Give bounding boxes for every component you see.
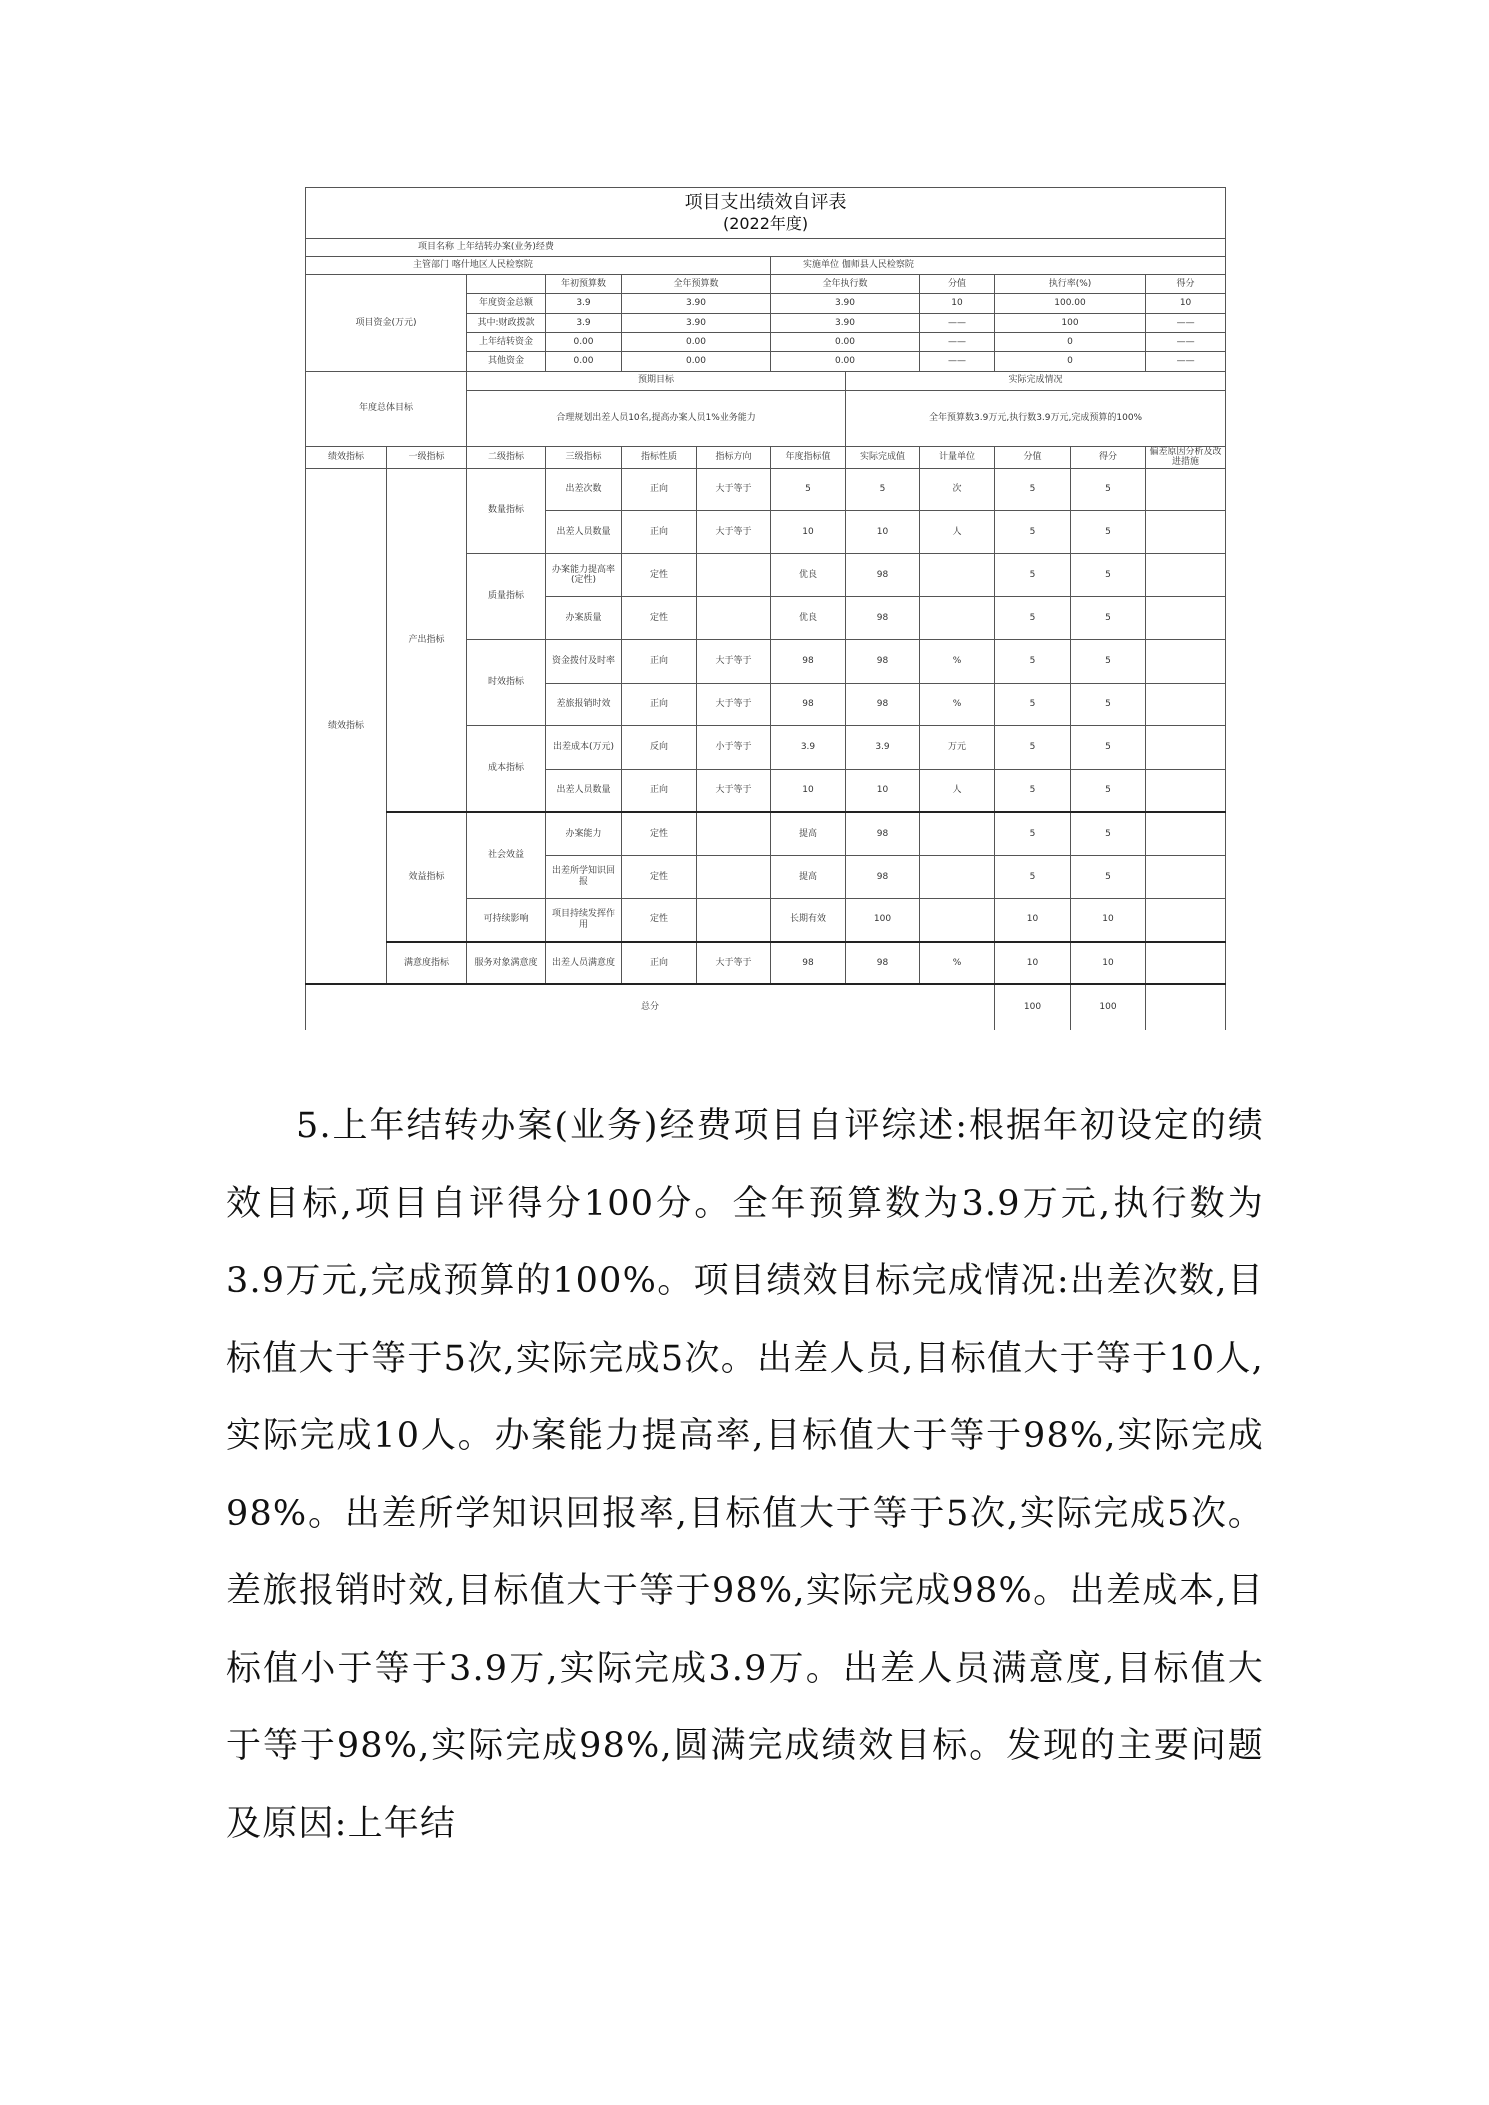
impl-label: 实施单位: [803, 260, 840, 271]
indicator-cell: [920, 553, 995, 597]
indicator-cell: 5: [995, 812, 1071, 856]
indicator-name: 出差所学知识回报: [546, 855, 622, 898]
quantity-indicator-cell: 数量指标: [467, 468, 546, 553]
project-name-value: 上年结转办案(业务)经费: [456, 242, 554, 253]
funds-empty-header: [467, 275, 546, 294]
indicator-name: 出差成本(万元): [546, 726, 622, 770]
indicator-cell: 5: [1071, 553, 1146, 597]
annual-goal-label: 年度总体目标: [306, 371, 467, 446]
indicator-cell: 5: [1071, 511, 1146, 554]
indicator-cell: 3.9: [846, 726, 920, 770]
funds-cell: 10: [1146, 294, 1226, 313]
cost-indicator-cell: 成本指标: [467, 726, 546, 812]
funds-cell: ——: [920, 333, 995, 352]
indicator-name: 办案能力提高率(定性): [546, 553, 622, 597]
indicator-cell: 正向: [622, 511, 697, 554]
dept-value: 喀什地区人民检察院: [451, 260, 533, 271]
table-subtitle: (2022年度): [722, 214, 809, 234]
expected-goal-text: 合理规划出差人员10名,提高办案人员1%业务能力: [467, 390, 846, 446]
indicator-header: 指标性质: [622, 446, 697, 468]
indicator-cell: 提高: [771, 855, 846, 898]
funds-cell: 0: [995, 333, 1146, 352]
indicator-cell: 98: [846, 597, 920, 640]
indicator-cell: 优良: [771, 553, 846, 597]
indicator-name: 资金拨付及时率: [546, 639, 622, 683]
indicator-cell: 98: [846, 855, 920, 898]
indicator-name: 出差人员满意度: [546, 942, 622, 985]
indicator-cell: %: [920, 639, 995, 683]
total-score: 100: [995, 984, 1071, 1030]
indicator-cell: [697, 553, 771, 597]
indicator-cell: [697, 812, 771, 856]
indicator-cell: 5: [995, 726, 1071, 770]
indicator-cell: 5: [1071, 726, 1146, 770]
funds-cell: 3.90: [622, 294, 771, 313]
indicator-cell: 5: [995, 597, 1071, 640]
indicator-cell: 人: [920, 769, 995, 812]
indicator-header: 三级指标: [546, 446, 622, 468]
indicator-cell: 98: [771, 683, 846, 726]
funds-header: 年初预算数: [546, 275, 622, 294]
funds-cell: 3.90: [771, 294, 920, 313]
funds-cell: 0.00: [622, 352, 771, 371]
indicator-header: 一级指标: [387, 446, 467, 468]
funds-row-label: 年度资金总额: [467, 294, 546, 313]
funds-cell: 3.90: [771, 313, 920, 332]
funds-cell: 3.9: [546, 313, 622, 332]
indicator-cell: 提高: [771, 812, 846, 856]
actual-result-text: 全年预算数3.9万元,执行数3.9万元,完成预算的100%: [846, 390, 1226, 446]
funds-cell: 0.00: [546, 352, 622, 371]
funds-row-label: 上年结转资金: [467, 333, 546, 352]
quality-indicator-cell: 质量指标: [467, 553, 546, 639]
indicator-name: 出差人员数量: [546, 769, 622, 812]
indicator-cell: 次: [920, 468, 995, 511]
indicator-cell: 定性: [622, 898, 697, 942]
indicator-cell: [1146, 855, 1226, 898]
indicator-cell: 98: [771, 942, 846, 985]
summary-paragraph: 5.上年结转办案(业务)经费项目自评综述:根据年初设定的绩效目标,项目自评得分100分。全年预算数为3.9万元,执行数为3.9万元,完成预算的100%。项目绩效目标完成情况:出差次数,目标值大于等于5次,实际完成5次。出差人员,目标值大于等于10人,实际完成10人。办案能力提高率,目标值大于等于98%,实际完成98%。出差所学知识回报率,目标值大于等于5次,实际完成5次。差旅报销时效,目标值大于等于98%,实际完成98%。出差成本,目标值小于等于3.9万,实际完成3.9万。出差人员满意度,目标值大于等于98%,实际完成98%,圆满完成绩效目标。发现的主要问题及原因:上年结: [226, 1106, 1264, 1844]
funds-cell: 0: [995, 352, 1146, 371]
indicator-cell: [920, 898, 995, 942]
indicator-cell: 5: [995, 468, 1071, 511]
indicator-cell: %: [920, 942, 995, 985]
indicator-header: 得分: [1071, 446, 1146, 468]
funds-header: 执行率(%): [995, 275, 1146, 294]
indicator-cell: 5: [1071, 639, 1146, 683]
funds-cell: 3.90: [622, 313, 771, 332]
indicator-name: 办案质量: [546, 597, 622, 640]
indicator-cell: 小于等于: [697, 726, 771, 770]
indicator-header: 绩效指标: [306, 446, 387, 468]
indicator-header: 偏差原因分析及改进措施: [1146, 446, 1226, 468]
indicator-cell: [920, 597, 995, 640]
indicator-cell: 5: [771, 468, 846, 511]
indicator-cell: 大于等于: [697, 769, 771, 812]
indicator-cell: 10: [995, 942, 1071, 985]
funds-cell: ——: [1146, 352, 1226, 371]
indicator-cell: 正向: [622, 468, 697, 511]
indicator-cell: 5: [1071, 769, 1146, 812]
dept-label: 主管部门: [413, 260, 450, 271]
indicator-cell: 10: [771, 511, 846, 554]
indicator-cell: 5: [995, 855, 1071, 898]
indicator-cell: 大于等于: [697, 683, 771, 726]
table-title: 项目支出绩效自评表: [684, 191, 847, 213]
impl-cell: [771, 256, 1226, 274]
funds-row-label: 其中:财政拨款: [467, 313, 546, 332]
indicator-cell: [1146, 769, 1226, 812]
time-indicator-cell: 时效指标: [467, 639, 546, 725]
indicator-name: 差旅报销时效: [546, 683, 622, 726]
project-name-label: 项目名称: [418, 242, 455, 253]
indicator-cell: 98: [846, 942, 920, 985]
indicator-name: 出差人员数量: [546, 511, 622, 554]
indicator-cell: 正向: [622, 942, 697, 985]
social-benefit-cell: 社会效益: [467, 812, 546, 898]
indicator-cell: 10: [846, 511, 920, 554]
effect-indicator-cell: 效益指标: [387, 812, 467, 942]
indicator-cell: [1146, 898, 1226, 942]
indicator-cell: 定性: [622, 553, 697, 597]
indicator-cell: 98: [846, 553, 920, 597]
indicator-cell: 98: [846, 683, 920, 726]
indicator-cell: 5: [995, 639, 1071, 683]
indicator-cell: [1146, 639, 1226, 683]
indicator-cell: 98: [846, 639, 920, 683]
indicator-cell: 10: [995, 898, 1071, 942]
indicator-header: 指标方向: [697, 446, 771, 468]
indicator-cell: 10: [1071, 942, 1146, 985]
indicator-cell: 98: [771, 639, 846, 683]
total-note: [1146, 984, 1226, 1030]
indicator-header: 年度指标值: [771, 446, 846, 468]
indicator-cell: [1146, 553, 1226, 597]
indicator-cell: 定性: [622, 855, 697, 898]
sustainability-cell: 可持续影响: [467, 898, 546, 942]
funds-header: 全年预算数: [622, 275, 771, 294]
expected-goal-header: 预期目标: [467, 371, 846, 390]
indicator-header: 计量单位: [920, 446, 995, 468]
indicator-cell: 5: [1071, 683, 1146, 726]
indicator-header: 实际完成值: [846, 446, 920, 468]
impl-value: 伽师县人民检察院: [841, 260, 914, 271]
project-name-row: [306, 238, 1226, 256]
total-label: 总分: [306, 984, 995, 1030]
indicator-cell: 人: [920, 511, 995, 554]
indicator-cell: 定性: [622, 597, 697, 640]
indicator-cell: 大于等于: [697, 468, 771, 511]
actual-result-header: 实际完成情况: [846, 371, 1226, 390]
funds-header: 全年执行数: [771, 275, 920, 294]
dept-cell: [306, 256, 771, 274]
indicator-cell: 3.9: [771, 726, 846, 770]
indicator-name: 办案能力: [546, 812, 622, 856]
indicator-cell: 正向: [622, 639, 697, 683]
indicator-cell: 万元: [920, 726, 995, 770]
funds-row-label: 其他资金: [467, 352, 546, 371]
performance-self-evaluation-table: [305, 187, 1226, 1030]
indicator-cell: [1146, 942, 1226, 985]
table-title-cell: [306, 188, 1226, 239]
indicator-cell: 98: [846, 812, 920, 856]
output-indicator-cell: 产出指标: [387, 468, 467, 812]
funds-cell: 3.9: [546, 294, 622, 313]
total-points: 100: [1071, 984, 1146, 1030]
satisfaction-indicator-cell: 满意度指标: [387, 942, 467, 985]
indicator-name: 出差次数: [546, 468, 622, 511]
indicator-cell: 正向: [622, 769, 697, 812]
indicator-cell: 5: [1071, 855, 1146, 898]
indicator-cell: 优良: [771, 597, 846, 640]
indicator-cell: 5: [995, 553, 1071, 597]
indicator-name: 项目持续发挥作用: [546, 898, 622, 942]
service-satisfaction-cell: 服务对象满意度: [467, 942, 546, 985]
indicator-cell: 反向: [622, 726, 697, 770]
funds-label: 项目资金(万元): [306, 275, 467, 371]
indicator-cell: 100: [846, 898, 920, 942]
indicator-cell: 5: [1071, 812, 1146, 856]
funds-cell: 100: [995, 313, 1146, 332]
funds-cell: 0.00: [771, 352, 920, 371]
indicator-cell: [1146, 726, 1226, 770]
indicator-cell: 正向: [622, 683, 697, 726]
funds-cell: ——: [920, 352, 995, 371]
indicator-cell: 大于等于: [697, 511, 771, 554]
funds-cell: ——: [1146, 333, 1226, 352]
indicator-header: 二级指标: [467, 446, 546, 468]
funds-cell: 100.00: [995, 294, 1146, 313]
indicator-cell: 5: [995, 769, 1071, 812]
funds-header: 分值: [920, 275, 995, 294]
indicator-cell: 5: [995, 511, 1071, 554]
indicator-cell: 长期有效: [771, 898, 846, 942]
indicator-cell: [1146, 683, 1226, 726]
indicator-cell: [920, 855, 995, 898]
indicator-cell: [697, 898, 771, 942]
indicator-cell: 10: [846, 769, 920, 812]
indicator-header: 分值: [995, 446, 1071, 468]
perf-indicator-cell: 绩效指标: [306, 468, 387, 984]
indicator-cell: 定性: [622, 812, 697, 856]
indicator-cell: 5: [846, 468, 920, 511]
indicator-cell: [697, 597, 771, 640]
indicator-cell: [1146, 812, 1226, 856]
indicator-cell: 10: [1071, 898, 1146, 942]
funds-cell: ——: [1146, 313, 1226, 332]
indicator-cell: 5: [1071, 468, 1146, 511]
indicator-cell: 大于等于: [697, 639, 771, 683]
indicator-cell: 5: [995, 683, 1071, 726]
funds-header: 得分: [1146, 275, 1226, 294]
funds-cell: ——: [920, 313, 995, 332]
indicator-cell: 10: [771, 769, 846, 812]
funds-cell: 0.00: [622, 333, 771, 352]
indicator-cell: [1146, 468, 1226, 511]
indicator-cell: %: [920, 683, 995, 726]
funds-cell: 0.00: [546, 333, 622, 352]
indicator-cell: 5: [1071, 597, 1146, 640]
indicator-cell: 大于等于: [697, 942, 771, 985]
indicator-cell: [697, 855, 771, 898]
funds-cell: 10: [920, 294, 995, 313]
indicator-cell: [1146, 511, 1226, 554]
indicator-cell: [1146, 597, 1226, 640]
funds-cell: 0.00: [771, 333, 920, 352]
indicator-cell: [920, 812, 995, 856]
